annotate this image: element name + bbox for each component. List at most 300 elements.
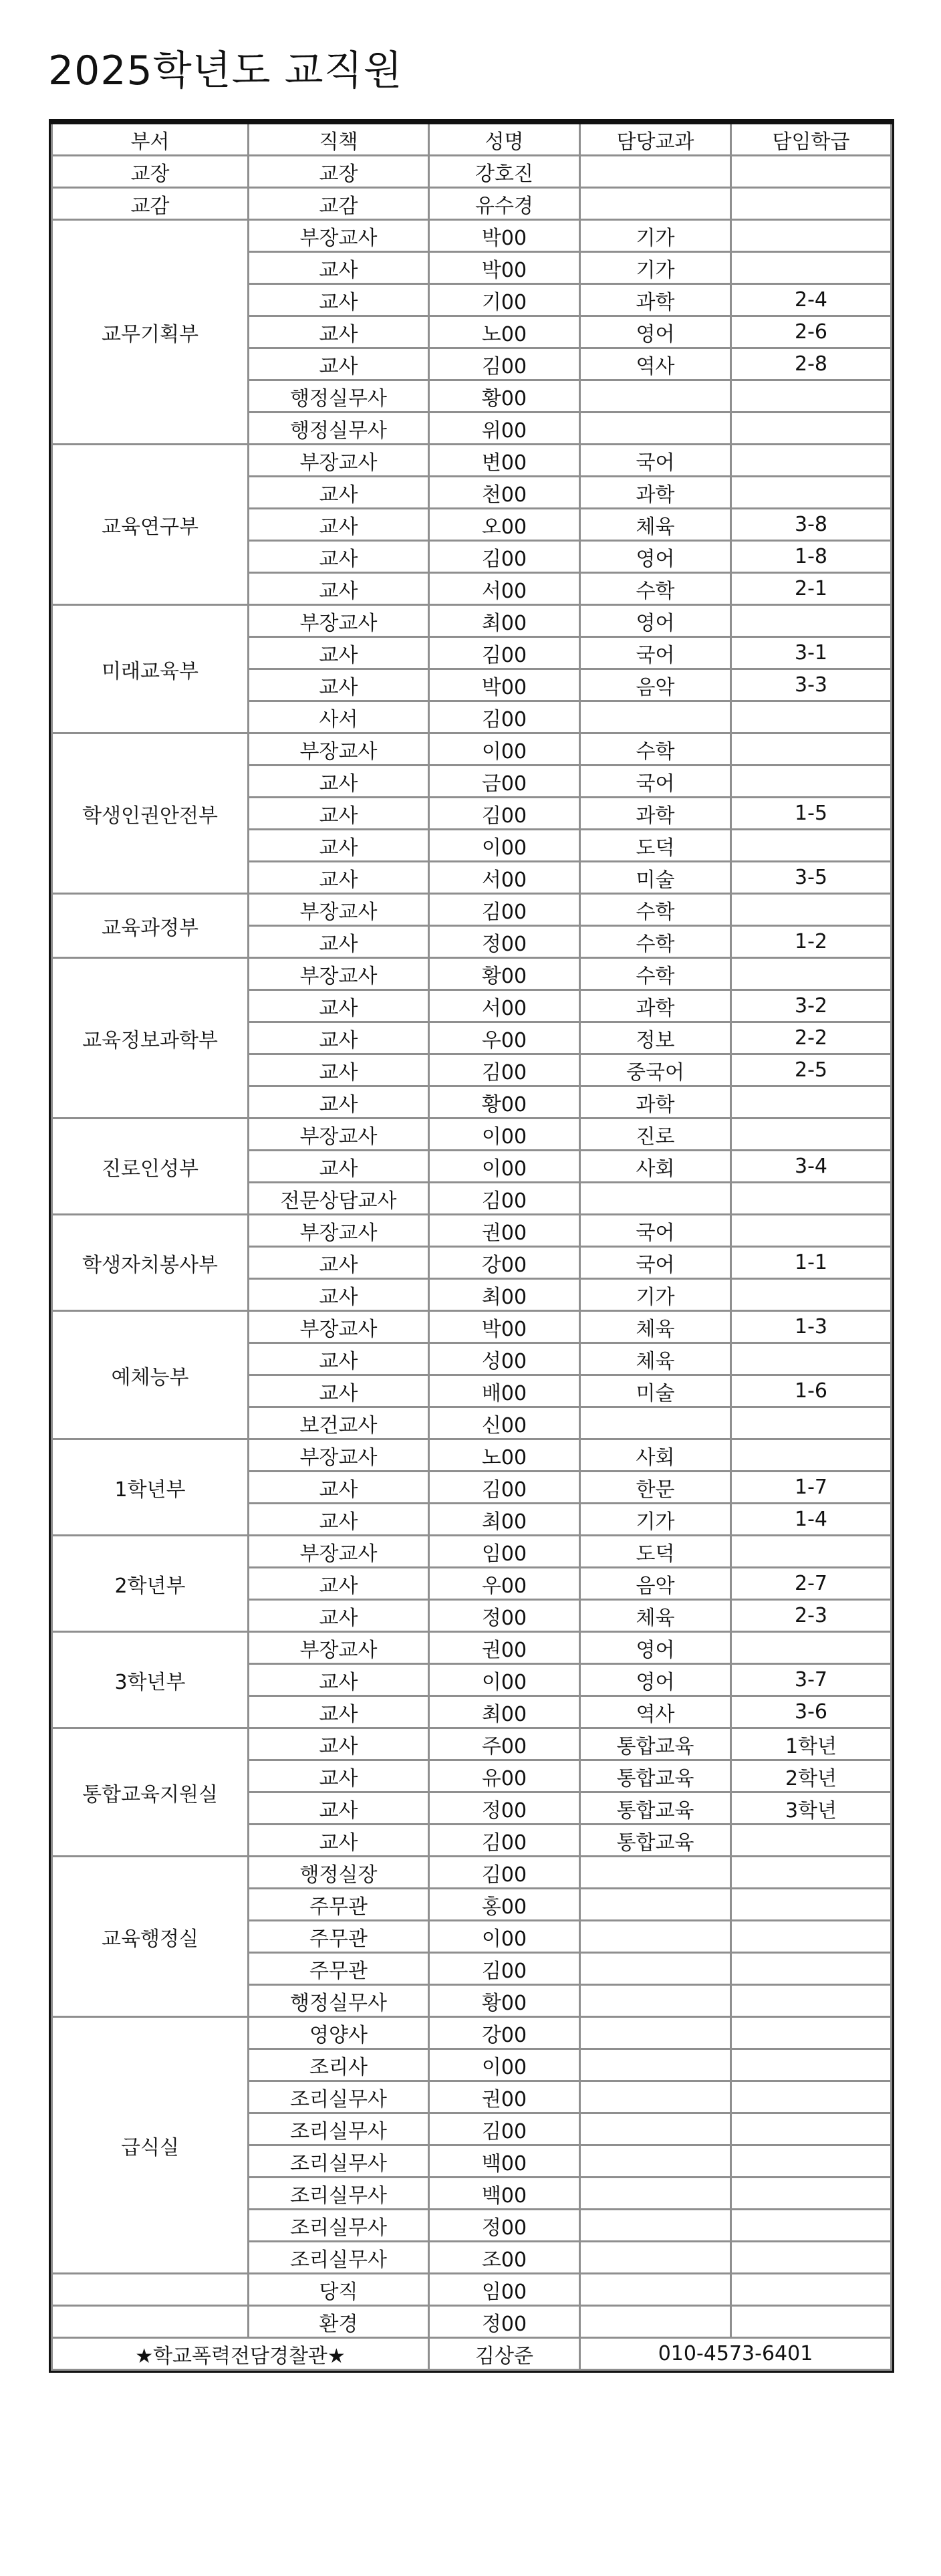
name-cell: 박00: [429, 220, 580, 252]
homeroom-cell: 1-6: [731, 1375, 892, 1407]
subject-cell: 한문: [580, 1472, 731, 1504]
table-row: [52, 2017, 892, 2049]
homeroom-cell: [731, 413, 892, 445]
table-row: [52, 188, 892, 220]
homeroom-cell: 1-8: [731, 541, 892, 573]
header-subject: 담당교과: [580, 123, 731, 156]
homeroom-cell: [731, 2145, 892, 2178]
homeroom-cell: 3-1: [731, 637, 892, 669]
subject-cell: 정보: [580, 1022, 731, 1054]
subject-cell: 통합교육: [580, 1728, 731, 1760]
position-cell: 교사: [249, 509, 429, 541]
name-cell: 정00: [429, 2306, 580, 2338]
position-cell: 교사: [249, 573, 429, 605]
position-cell: 교사: [249, 1504, 429, 1536]
homeroom-cell: 2-3: [731, 1600, 892, 1632]
dept-cell: 교육과정부: [52, 894, 249, 958]
dept-cell: 급식실: [52, 2017, 249, 2274]
homeroom-cell: [731, 1407, 892, 1439]
position-cell: 부장교사: [249, 958, 429, 990]
name-cell: 권00: [429, 1632, 580, 1664]
homeroom-cell: [731, 1536, 892, 1568]
table-row: [52, 1632, 892, 1664]
subject-cell: [580, 1183, 731, 1215]
table-row: [52, 445, 892, 477]
position-cell: 교사: [249, 990, 429, 1022]
homeroom-cell: [731, 220, 892, 252]
name-cell: 김00: [429, 798, 580, 830]
homeroom-cell: 1-5: [731, 798, 892, 830]
position-cell: 조리실무사: [249, 2145, 429, 2178]
name-cell: 오00: [429, 509, 580, 541]
position-cell: 조리실무사: [249, 2178, 429, 2210]
subject-cell: 통합교육: [580, 1792, 731, 1825]
position-cell: 보건교사: [249, 1407, 429, 1439]
subject-cell: 과학: [580, 284, 731, 316]
position-cell: 부장교사: [249, 445, 429, 477]
subject-cell: 중국어: [580, 1054, 731, 1086]
subject-cell: [580, 2306, 731, 2338]
dept-cell: 학생자치봉사부: [52, 1215, 249, 1311]
position-cell: 교사: [249, 1600, 429, 1632]
homeroom-cell: [731, 1857, 892, 1889]
dept-cell: 교무기획부: [52, 220, 249, 445]
homeroom-cell: [731, 2081, 892, 2113]
subject-cell: 과학: [580, 990, 731, 1022]
position-cell: 교사: [249, 1568, 429, 1600]
subject-cell: 수학: [580, 894, 731, 926]
subject-cell: 음악: [580, 669, 731, 701]
name-cell: 김00: [429, 637, 580, 669]
name-cell: 이00: [429, 1151, 580, 1183]
position-cell: 교사: [249, 669, 429, 701]
homeroom-cell: 3-7: [731, 1664, 892, 1696]
homeroom-cell: [731, 445, 892, 477]
subject-cell: 기가: [580, 1504, 731, 1536]
homeroom-cell: [731, 252, 892, 284]
subject-cell: [580, 1953, 731, 1985]
homeroom-cell: [731, 1889, 892, 1921]
table-header-row: [52, 123, 892, 156]
table-row: [52, 1728, 892, 1760]
name-cell: 강00: [429, 2017, 580, 2049]
subject-cell: [580, 2017, 731, 2049]
subject-cell: 국어: [580, 1215, 731, 1247]
homeroom-cell: [731, 1119, 892, 1151]
police-officer-phone: 010-4573-6401: [580, 2338, 892, 2370]
subject-cell: 영어: [580, 541, 731, 573]
position-cell: 주무관: [249, 1889, 429, 1921]
subject-cell: [580, 701, 731, 733]
homeroom-cell: 3-8: [731, 509, 892, 541]
homeroom-cell: 1-7: [731, 1472, 892, 1504]
homeroom-cell: [731, 830, 892, 862]
name-cell: 서00: [429, 862, 580, 894]
name-cell: 이00: [429, 1664, 580, 1696]
header-name: 성명: [429, 123, 580, 156]
name-cell: 유수경: [429, 188, 580, 220]
name-cell: 금00: [429, 766, 580, 798]
table-row: [52, 220, 892, 252]
homeroom-cell: [731, 2306, 892, 2338]
homeroom-cell: [731, 1632, 892, 1664]
position-cell: 교사: [249, 1279, 429, 1311]
subject-cell: [580, 2049, 731, 2081]
name-cell: 노00: [429, 1439, 580, 1472]
name-cell: 백00: [429, 2178, 580, 2210]
homeroom-cell: 2-2: [731, 1022, 892, 1054]
subject-cell: [580, 2145, 731, 2178]
name-cell: 변00: [429, 445, 580, 477]
subject-cell: [580, 2274, 731, 2306]
dept-cell: 교육연구부: [52, 445, 249, 605]
position-cell: 교사: [249, 1792, 429, 1825]
name-cell: 이00: [429, 733, 580, 766]
subject-cell: [580, 1407, 731, 1439]
name-cell: 서00: [429, 990, 580, 1022]
dept-cell: 1학년부: [52, 1439, 249, 1536]
subject-cell: 체육: [580, 1600, 731, 1632]
name-cell: 황00: [429, 380, 580, 413]
subject-cell: 통합교육: [580, 1760, 731, 1792]
name-cell: 위00: [429, 413, 580, 445]
table-row: [52, 1536, 892, 1568]
subject-cell: 기가: [580, 220, 731, 252]
subject-cell: 기가: [580, 252, 731, 284]
subject-cell: [580, 1921, 731, 1953]
position-cell: 조리실무사: [249, 2113, 429, 2145]
subject-cell: [580, 1985, 731, 2017]
table-row: [52, 733, 892, 766]
homeroom-cell: [731, 2178, 892, 2210]
subject-cell: 영어: [580, 1632, 731, 1664]
homeroom-cell: 3-4: [731, 1151, 892, 1183]
subject-cell: 체육: [580, 1311, 731, 1343]
dept-cell: 예체능부: [52, 1311, 249, 1439]
homeroom-cell: 2학년: [731, 1760, 892, 1792]
name-cell: 임00: [429, 2274, 580, 2306]
subject-cell: 수학: [580, 958, 731, 990]
table-row: [52, 1439, 892, 1472]
homeroom-cell: [731, 1215, 892, 1247]
dept-cell: 진로인성부: [52, 1119, 249, 1215]
subject-cell: 사회: [580, 1151, 731, 1183]
homeroom-cell: [731, 156, 892, 188]
position-cell: 행정실무사: [249, 380, 429, 413]
subject-cell: 영어: [580, 605, 731, 637]
table-row: [52, 605, 892, 637]
table-row: [52, 2274, 892, 2306]
header-position: 직책: [249, 123, 429, 156]
position-cell: 조리실무사: [249, 2210, 429, 2242]
subject-cell: 역사: [580, 348, 731, 380]
homeroom-cell: [731, 1825, 892, 1857]
position-cell: 교사: [249, 316, 429, 348]
name-cell: 백00: [429, 2145, 580, 2178]
table-row: [52, 1311, 892, 1343]
position-cell: 교사: [249, 1825, 429, 1857]
dept-cell: [52, 2274, 249, 2306]
homeroom-cell: [731, 2210, 892, 2242]
police-officer-name: 김상준: [429, 2338, 580, 2370]
name-cell: 임00: [429, 1536, 580, 1568]
name-cell: 김00: [429, 1183, 580, 1215]
subject-cell: 수학: [580, 573, 731, 605]
name-cell: 홍00: [429, 1889, 580, 1921]
subject-cell: 미술: [580, 1375, 731, 1407]
name-cell: 권00: [429, 2081, 580, 2113]
name-cell: 최00: [429, 1279, 580, 1311]
subject-cell: 국어: [580, 445, 731, 477]
page-title: 2025학년도 교직원: [48, 47, 403, 94]
name-cell: 김00: [429, 1857, 580, 1889]
homeroom-cell: [731, 2242, 892, 2274]
homeroom-cell: [731, 2113, 892, 2145]
position-cell: 교사: [249, 1375, 429, 1407]
position-cell: 교사: [249, 1247, 429, 1279]
position-cell: 교사: [249, 252, 429, 284]
homeroom-cell: [731, 188, 892, 220]
subject-cell: [580, 1889, 731, 1921]
position-cell: 교사: [249, 1728, 429, 1760]
position-cell: 행정실장: [249, 1857, 429, 1889]
subject-cell: 사회: [580, 1439, 731, 1472]
homeroom-cell: [731, 1183, 892, 1215]
dept-cell: 통합교육지원실: [52, 1728, 249, 1857]
position-cell: 교사: [249, 1151, 429, 1183]
name-cell: 이00: [429, 1119, 580, 1151]
position-cell: 부장교사: [249, 1311, 429, 1343]
homeroom-cell: [731, 2017, 892, 2049]
name-cell: 황00: [429, 1086, 580, 1119]
subject-cell: 통합교육: [580, 1825, 731, 1857]
position-cell: 교사: [249, 1086, 429, 1119]
homeroom-cell: 3-3: [731, 669, 892, 701]
homeroom-cell: 3학년: [731, 1792, 892, 1825]
position-cell: 교장: [249, 156, 429, 188]
homeroom-cell: [731, 1086, 892, 1119]
homeroom-cell: [731, 1985, 892, 2017]
homeroom-cell: [731, 1953, 892, 1985]
name-cell: 박00: [429, 1311, 580, 1343]
name-cell: 김00: [429, 541, 580, 573]
subject-cell: [580, 1857, 731, 1889]
position-cell: 교사: [249, 830, 429, 862]
homeroom-cell: 1-3: [731, 1311, 892, 1343]
subject-cell: 도덕: [580, 1536, 731, 1568]
position-cell: 교사: [249, 1760, 429, 1792]
dept-cell: 교장: [52, 156, 249, 188]
name-cell: 기00: [429, 284, 580, 316]
table-row: [52, 1119, 892, 1151]
table-row: [52, 2306, 892, 2338]
position-cell: 교사: [249, 1054, 429, 1086]
position-cell: 주무관: [249, 1953, 429, 1985]
police-officer-label: ★학교폭력전담경찰관★: [52, 2338, 429, 2370]
homeroom-cell: 2-7: [731, 1568, 892, 1600]
name-cell: 배00: [429, 1375, 580, 1407]
dept-cell: 학생인권안전부: [52, 733, 249, 894]
name-cell: 조00: [429, 2242, 580, 2274]
name-cell: 박00: [429, 669, 580, 701]
name-cell: 김00: [429, 348, 580, 380]
name-cell: 이00: [429, 1921, 580, 1953]
homeroom-cell: [731, 1343, 892, 1375]
position-cell: 부장교사: [249, 1536, 429, 1568]
position-cell: 전문상담교사: [249, 1183, 429, 1215]
position-cell: 교사: [249, 1696, 429, 1728]
subject-cell: 음악: [580, 1568, 731, 1600]
position-cell: 부장교사: [249, 1632, 429, 1664]
header-homeroom: 담임학급: [731, 123, 892, 156]
name-cell: 천00: [429, 477, 580, 509]
name-cell: 정00: [429, 926, 580, 958]
position-cell: 교사: [249, 541, 429, 573]
position-cell: 교사: [249, 477, 429, 509]
subject-cell: 진로: [580, 1119, 731, 1151]
name-cell: 황00: [429, 958, 580, 990]
subject-cell: 미술: [580, 862, 731, 894]
subject-cell: [580, 2210, 731, 2242]
subject-cell: 과학: [580, 477, 731, 509]
position-cell: 교사: [249, 798, 429, 830]
name-cell: 신00: [429, 1407, 580, 1439]
dept-cell: 2학년부: [52, 1536, 249, 1632]
position-cell: 부장교사: [249, 605, 429, 637]
position-cell: 조리실무사: [249, 2242, 429, 2274]
subject-cell: 역사: [580, 1696, 731, 1728]
subject-cell: [580, 413, 731, 445]
name-cell: 정00: [429, 1792, 580, 1825]
subject-cell: [580, 2242, 731, 2274]
homeroom-cell: 1-4: [731, 1504, 892, 1536]
name-cell: 김00: [429, 1472, 580, 1504]
homeroom-cell: 2-1: [731, 573, 892, 605]
name-cell: 최00: [429, 605, 580, 637]
position-cell: 영양사: [249, 2017, 429, 2049]
subject-cell: 수학: [580, 733, 731, 766]
dept-cell: 교육행정실: [52, 1857, 249, 2017]
position-cell: 환경: [249, 2306, 429, 2338]
dept-cell: 교육정보과학부: [52, 958, 249, 1119]
homeroom-cell: [731, 477, 892, 509]
subject-cell: 체육: [580, 1343, 731, 1375]
position-cell: 교사: [249, 1472, 429, 1504]
position-cell: 부장교사: [249, 1119, 429, 1151]
subject-cell: [580, 380, 731, 413]
subject-cell: [580, 188, 731, 220]
name-cell: 김00: [429, 1054, 580, 1086]
homeroom-cell: [731, 2049, 892, 2081]
table-row: [52, 894, 892, 926]
subject-cell: 수학: [580, 926, 731, 958]
table-row: [52, 1857, 892, 1889]
subject-cell: 국어: [580, 766, 731, 798]
name-cell: 우00: [429, 1022, 580, 1054]
name-cell: 김00: [429, 701, 580, 733]
position-cell: 주무관: [249, 1921, 429, 1953]
dept-cell: 미래교육부: [52, 605, 249, 733]
subject-cell: [580, 2081, 731, 2113]
position-cell: 교사: [249, 926, 429, 958]
subject-cell: 체육: [580, 509, 731, 541]
name-cell: 이00: [429, 2049, 580, 2081]
name-cell: 김00: [429, 1953, 580, 1985]
position-cell: 당직: [249, 2274, 429, 2306]
homeroom-cell: 2-6: [731, 316, 892, 348]
position-cell: 부장교사: [249, 1439, 429, 1472]
homeroom-cell: [731, 733, 892, 766]
position-cell: 부장교사: [249, 733, 429, 766]
name-cell: 서00: [429, 573, 580, 605]
position-cell: 교사: [249, 1022, 429, 1054]
name-cell: 박00: [429, 252, 580, 284]
subject-cell: 과학: [580, 798, 731, 830]
name-cell: 강00: [429, 1247, 580, 1279]
position-cell: 교사: [249, 284, 429, 316]
position-cell: 부장교사: [249, 894, 429, 926]
position-cell: 행정실무사: [249, 1985, 429, 2017]
homeroom-cell: 2-5: [731, 1054, 892, 1086]
homeroom-cell: [731, 1439, 892, 1472]
table-row: [52, 156, 892, 188]
dept-cell: 교감: [52, 188, 249, 220]
name-cell: 정00: [429, 1600, 580, 1632]
name-cell: 최00: [429, 1504, 580, 1536]
position-cell: 사서: [249, 701, 429, 733]
name-cell: 정00: [429, 2210, 580, 2242]
name-cell: 노00: [429, 316, 580, 348]
dept-cell: [52, 2306, 249, 2338]
name-cell: 최00: [429, 1696, 580, 1728]
subject-cell: 영어: [580, 1664, 731, 1696]
subject-cell: 국어: [580, 1247, 731, 1279]
name-cell: 강호진: [429, 156, 580, 188]
staff-table: [51, 121, 892, 2371]
name-cell: 우00: [429, 1568, 580, 1600]
subject-cell: 과학: [580, 1086, 731, 1119]
subject-cell: [580, 2178, 731, 2210]
name-cell: 이00: [429, 830, 580, 862]
name-cell: 주00: [429, 1728, 580, 1760]
homeroom-cell: 3-6: [731, 1696, 892, 1728]
name-cell: 성00: [429, 1343, 580, 1375]
name-cell: 김00: [429, 1825, 580, 1857]
position-cell: 교사: [249, 1664, 429, 1696]
homeroom-cell: [731, 605, 892, 637]
homeroom-cell: [731, 1279, 892, 1311]
name-cell: 김00: [429, 894, 580, 926]
name-cell: 권00: [429, 1215, 580, 1247]
position-cell: 교사: [249, 862, 429, 894]
homeroom-cell: [731, 701, 892, 733]
name-cell: 황00: [429, 1985, 580, 2017]
position-cell: 조리실무사: [249, 2081, 429, 2113]
homeroom-cell: 2-8: [731, 348, 892, 380]
subject-cell: [580, 156, 731, 188]
homeroom-cell: [731, 2274, 892, 2306]
homeroom-cell: [731, 894, 892, 926]
table-row: [52, 1215, 892, 1247]
position-cell: 조리사: [249, 2049, 429, 2081]
position-cell: 부장교사: [249, 1215, 429, 1247]
dept-cell: 3학년부: [52, 1632, 249, 1728]
homeroom-cell: 1-1: [731, 1247, 892, 1279]
name-cell: 유00: [429, 1760, 580, 1792]
subject-cell: 기가: [580, 1279, 731, 1311]
position-cell: 행정실무사: [249, 413, 429, 445]
homeroom-cell: 3-2: [731, 990, 892, 1022]
